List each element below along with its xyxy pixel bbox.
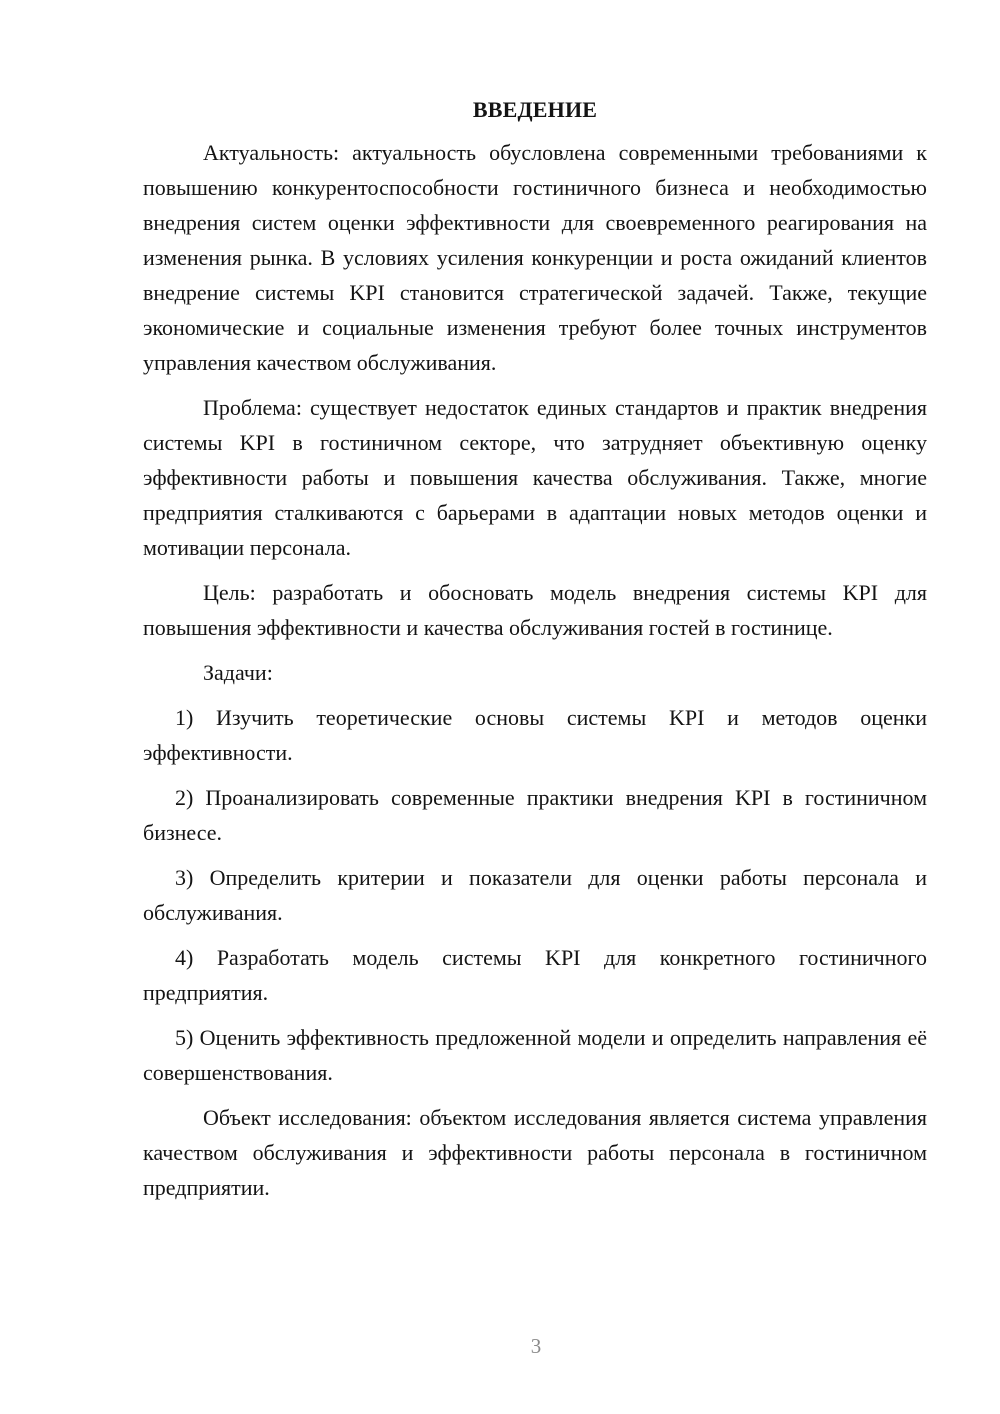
task-item-3: 3) Определить критерии и показатели для оценки работы персонала и обслуживания. [143,865,927,925]
goal-paragraph: Цель: разработать и обосновать модель внедрения системы KPI для повышения эффективности и качества обслуживания гостей в гостинице. [143,580,927,640]
task-item-4: 4) Разработать модель системы KPI для конкретного гостиничного предприятия. [143,945,927,1005]
task-item-5: 5) Оценить эффективность предложенной модели и определить направления её совершенствования. [143,1025,927,1085]
section-heading: ВВЕДЕНИЕ [472,97,598,122]
page-content [143,94,927,1205]
relevance-paragraph: Актуальность: актуальность обусловлена современными требованиями к повышению конкурентоспособности гостиничного бизнеса и необходимостью внедрения систем оценки эффективности для своевременного реагирования на изменения рынка. В условиях усиления конкуренции и роста ожиданий клиентов внедрение системы KPI становится стратегической задачей. Также, текущие экономические и социальные изменения требуют более точных инструментов управления качеством обслуживания. [143,140,927,375]
object-paragraph: Объект исследования: объектом исследования является система управления качеством обслуживания и эффективности работы персонала в гостиничном предприятии. [143,1105,927,1200]
tasks-heading: Задачи: [203,660,273,685]
task-item-2: 2) Проанализировать современные практики внедрения KPI в гостиничном бизнесе. [143,785,927,845]
page-number: 3 [530,1334,542,1358]
task-item-1: 1) Изучить теоретические основы системы KPI и методов оценки эффективности. [143,705,927,765]
problem-paragraph: Проблема: существует недостаток единых стандартов и практик внедрения системы KPI в гостиничном секторе, что затрудняет объективную оценку эффективности работы и повышения качества обслуживания. Также, многие предприятия сталкиваются с барьерами в адаптации новых методов оценки и мотивации персонала. [143,395,927,560]
